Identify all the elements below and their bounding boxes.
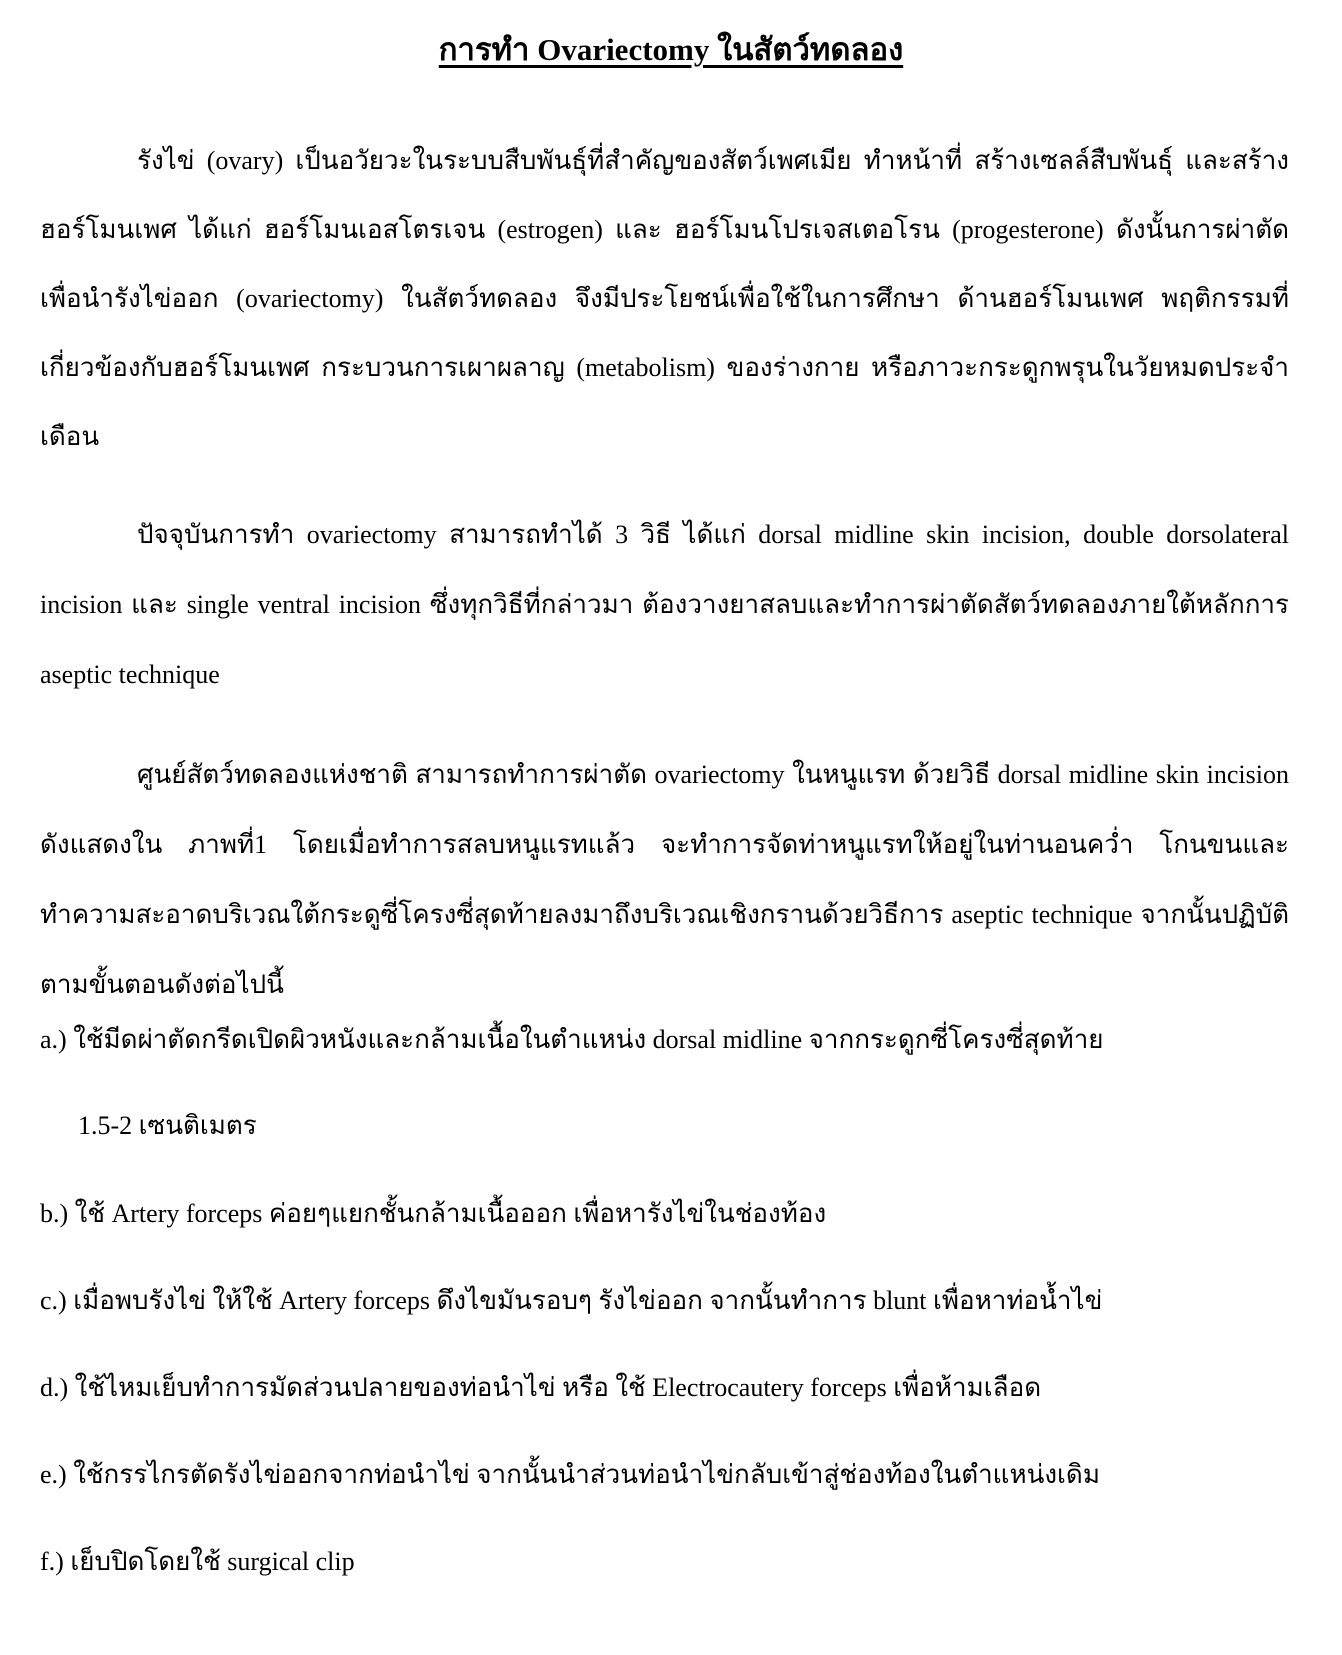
step-c: c.) เมื่อพบรังไข่ ให้ใช้ Artery forceps ดึงไขมันรอบๆ รังไข่ออก จากนั้นทำการ blunt เพื่อหาท่อน้ำไข่ xyxy=(40,1286,1103,1315)
step-b: b.) ใช้ Artery forceps ค่อยๆแยกชั้นกล้ามเนื้อออก เพื่อหารังไข่ในช่องท้อง xyxy=(40,1199,827,1228)
intro-paragraph: รังไข่ (ovary) เป็นอวัยวะในระบบสืบพันธุ์ที่สำคัญของสัตว์เพศเมีย ทำหน้าที่ สร้างเซลล์สืบพันธุ์ และสร้างฮอร์โมนเพศ ได้แก่ ฮอร์โมนเอสโตรเจน (estrogen) และ ฮอร์โมนโปรเจสเตอโรน (progesterone) ดังนั้นการผ่าตัดเพื่อนำรังไข่ออก (ovariectomy) ในสัตว์ทดลอง จึงมีประโยชน์เพื่อใช้ในการศึกษา ด้านฮอร์โมนเพศ พฤติกรรมที่เกี่ยวข้องกับฮอร์โมนเพศ กระบวนการเผาผลาญ (metabolism) ของร่างกาย หรือภาวะกระดูกพรุนในวัยหมดประจำเดือน xyxy=(40,146,1289,451)
step-f: f.) เย็บปิดโดยใช้ surgical clip xyxy=(40,1547,355,1576)
step-e: e.) ใช้กรรไกรตัดรังไข่ออกจากท่อนำไข่ จากนั้นนำส่วนท่อนำไข่กลับเข้าสู่ช่องท้องในตำแหน่งเดิม xyxy=(40,1460,1100,1489)
step-a: a.) ใช้มีดผ่าตัดกรีดเปิดผิวหนังและกล้ามเนื้อในตำแหน่ง dorsal midline จากกระดูกซี่โครงซี่สุดท้าย xyxy=(40,1025,1104,1054)
procedure-paragraph: ศูนย์สัตว์ทดลองแห่งชาติ สามารถทำการผ่าตัด ovariectomy ในหนูแรท ด้วยวิธี dorsal midline skin incision ดังแสดงใน ภาพที่1 โดยเมื่อทำการสลบหนูแรทแล้ว จะทำการจัดท่าหนูแรทให้อยู่ในท่านอนคว่ำ โกนขนและทำความสะอาดบริเวณใต้กระดูซี่โครงซี่สุดท้ายลงมาถึงบริเวณเชิงกรานด้วยวิธีการ aseptic technique จากนั้นปฏิบัติตามขั้นตอนดังต่อไปนี้ xyxy=(40,760,1289,999)
step-a-continuation: 1.5-2 เซนติเมตร xyxy=(78,1111,257,1140)
methods-paragraph: ปัจจุบันการทำ ovariectomy สามารถทำได้ 3 วิธี ได้แก่ dorsal midline skin incision, double dorsolateral incision และ single ventral incision ซึ่งทุกวิธีที่กล่าวมา ต้องวางยาสลบและทำการผ่าตัดสัตว์ทดลองภายใต้หลักการ aseptic technique xyxy=(40,520,1289,689)
page-title: การทำ Ovariectomy ในสัตว์ทดลอง xyxy=(438,32,904,67)
step-d: d.) ใช้ไหมเย็บทำการมัดส่วนปลายของท่อนำไข่ หรือ ใช้ Electrocautery forceps เพื่อห้ามเลือด xyxy=(40,1373,1042,1402)
